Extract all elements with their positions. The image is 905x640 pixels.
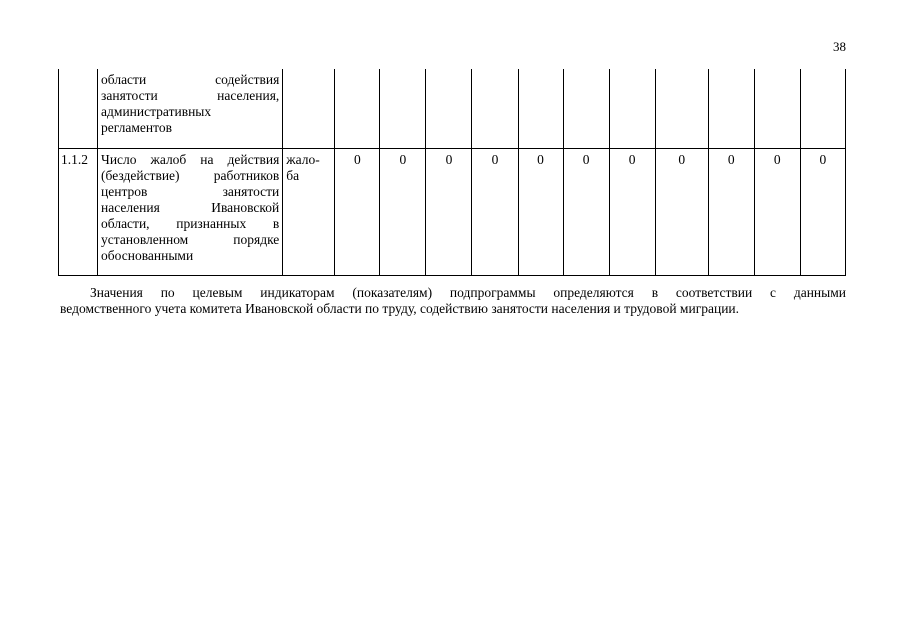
description-line: области, признанных в — [101, 216, 280, 231]
value-cell: 0 — [335, 149, 380, 276]
unit-cell — [283, 149, 335, 276]
value-cell — [380, 69, 426, 149]
value-cell: 0 — [426, 149, 472, 276]
value-cell: 0 — [754, 149, 800, 276]
value-cell — [426, 69, 472, 149]
value-cell — [609, 69, 655, 149]
value-cell — [754, 69, 800, 149]
row-number-cell — [59, 69, 98, 149]
footnote-line: Значения по целевым индикаторам (показателям) подпрограммы определяются в соответствии с данными — [90, 285, 846, 300]
description-line: регламентов — [101, 120, 172, 135]
description-line: центров занятости — [101, 184, 280, 199]
description-line: (бездействие) работников — [101, 168, 280, 183]
description-cell — [98, 149, 283, 276]
value-cell: 0 — [609, 149, 655, 276]
description-line: области содействия — [101, 72, 280, 87]
value-cell: 0 — [472, 149, 518, 276]
description-line: обоснованными — [101, 248, 194, 263]
value-cell: 0 — [380, 149, 426, 276]
footnote-line: ведомственного учета комитета Ивановской области по труду, содействию занятости населения и трудовой миграции. — [60, 301, 740, 316]
description-line: административных — [101, 104, 212, 119]
indicators-table — [58, 69, 846, 276]
page-number: 38 — [833, 39, 846, 54]
row-number-cell: 1.1.2 — [59, 149, 98, 276]
value-cell: 0 — [800, 149, 845, 276]
description-line: установленном порядке — [101, 232, 280, 247]
value-cell: 0 — [655, 149, 708, 276]
value-cell — [708, 69, 754, 149]
value-cell — [335, 69, 380, 149]
footnote-paragraph — [60, 285, 846, 317]
unit-cell — [283, 69, 335, 149]
description-cell — [98, 69, 283, 149]
table-row — [59, 69, 846, 149]
value-cell — [655, 69, 708, 149]
table-row — [59, 149, 846, 276]
unit-line: ба — [286, 168, 300, 183]
value-cell — [518, 69, 563, 149]
value-cell: 0 — [563, 149, 609, 276]
value-cell — [800, 69, 845, 149]
description-line: занятости населения, — [101, 88, 280, 103]
description-line: Число жалоб на действия — [101, 152, 280, 167]
unit-line: жало- — [286, 152, 320, 167]
value-cell: 0 — [708, 149, 754, 276]
description-line: населения Ивановской — [101, 200, 280, 215]
value-cell — [472, 69, 518, 149]
value-cell — [563, 69, 609, 149]
value-cell: 0 — [518, 149, 563, 276]
